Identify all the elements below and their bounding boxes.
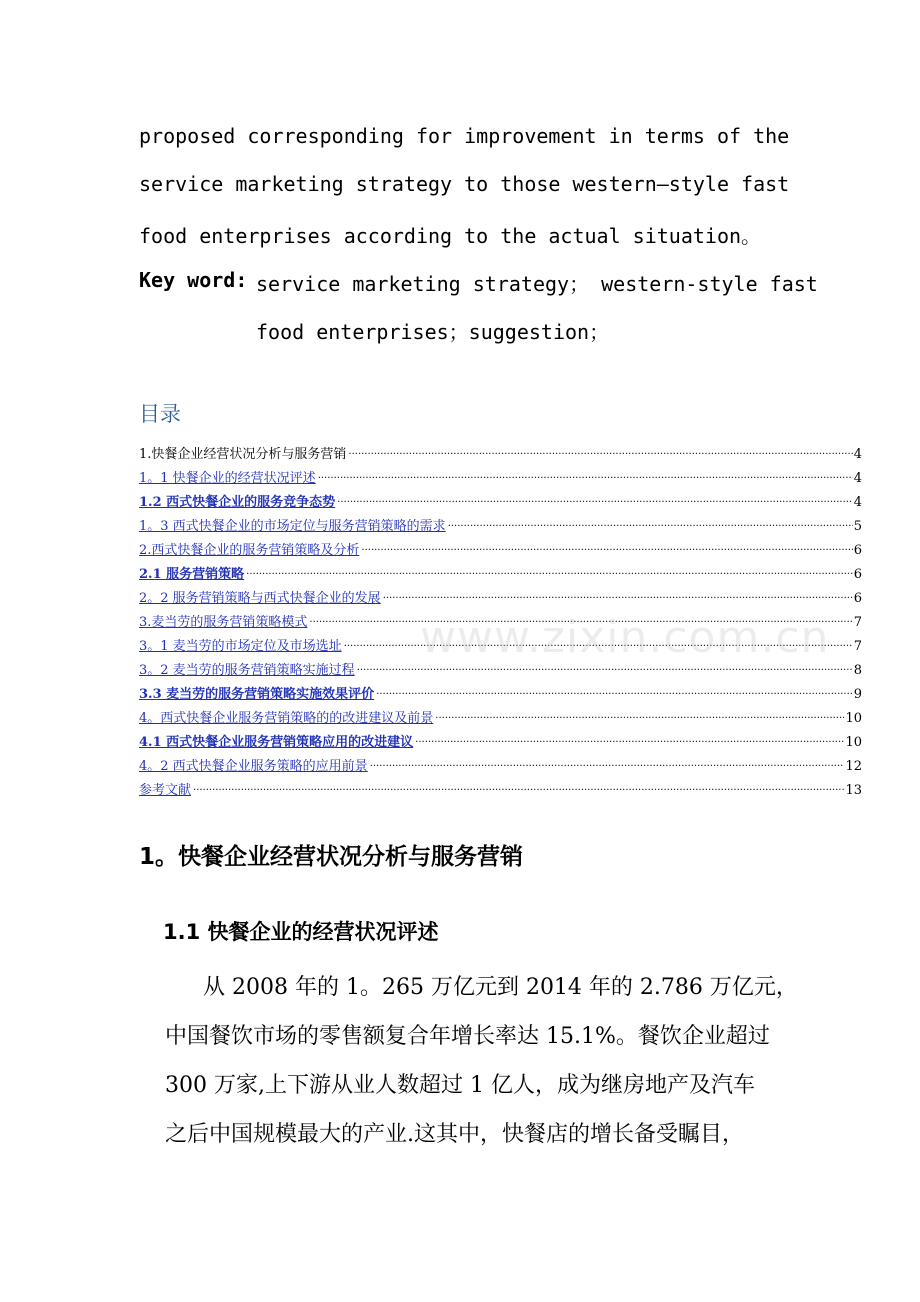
toc-item-link[interactable]: 1.2 西式快餐企业的服务竞争态势 <box>139 495 336 510</box>
toc-leader <box>193 784 844 796</box>
watermark: www.zixin.com.cn <box>420 612 830 663</box>
toc-leader <box>348 448 852 460</box>
toc-item[interactable] <box>139 775 862 799</box>
paragraph-line-1: 从 2008 年的 1。265 万亿元到 2014 年的 2.786 万亿元， <box>203 975 798 1000</box>
toc-item-link[interactable]: 3。2 麦当劳的服务营销策略实施过程 <box>139 663 355 678</box>
toc-title: 目录 <box>139 402 181 426</box>
toc-item-page: 7 <box>853 615 862 630</box>
toc-item-page: 10 <box>845 711 862 726</box>
toc-item-page: 4 <box>853 447 862 462</box>
abstract-line-3: food enterprises according to the actual situation。 <box>139 224 762 248</box>
toc-leader <box>435 712 844 724</box>
toc-item-link[interactable]: 3。1 麦当劳的市场定位及市场选址 <box>139 639 342 654</box>
toc-item-page: 6 <box>853 543 862 558</box>
section-heading: 1。快餐企业经营状况分析与服务营销 <box>139 844 524 870</box>
keyword-label: Key word: <box>139 268 248 292</box>
toc-leader <box>448 520 853 532</box>
toc-item-page: 5 <box>853 519 862 534</box>
toc-item-page: 10 <box>845 735 862 750</box>
toc-item[interactable] <box>139 439 862 463</box>
toc-item[interactable] <box>139 559 862 583</box>
paragraph-line-3: 300 万家,上下游从业人数超过 1 亿人，成为继房地产及汽车 <box>165 1073 755 1098</box>
keywords <box>139 268 247 292</box>
toc-leader <box>376 688 853 700</box>
abstract-line-1: proposed corresponding for improvement in terms of the <box>139 124 790 148</box>
toc-item[interactable] <box>139 703 862 727</box>
toc-item[interactable] <box>139 679 862 703</box>
keywords-line-2: food enterprises；suggestion； <box>256 320 610 344</box>
toc-item-page: 7 <box>853 639 862 654</box>
paragraph-line-2: 中国餐饮市场的零售额复合年增长率达 15.1%。餐饮企业超过 <box>165 1024 770 1049</box>
toc-item-page: 9 <box>853 687 862 702</box>
toc-item-page: 13 <box>845 783 862 798</box>
toc-item-link[interactable]: 1。1 快餐企业的经营状况评述 <box>139 471 316 486</box>
keywords-line-1: service marketing strategy； western-style fast <box>256 272 818 296</box>
paragraph-line-4: 之后中国规模最大的产业.这其中，快餐店的增长备受瞩目， <box>165 1122 744 1147</box>
toc-leader <box>337 496 853 508</box>
toc-item-page: 4 <box>853 495 862 510</box>
toc-item-link[interactable]: 2。2 服务营销策略与西式快餐企业的发展 <box>139 591 381 606</box>
toc-leader <box>246 568 853 580</box>
toc-item-link[interactable]: 3.麦当劳的服务营销策略模式 <box>139 615 308 630</box>
toc-item-page: 6 <box>853 567 862 582</box>
toc-leader <box>383 592 853 604</box>
toc-item[interactable] <box>139 511 862 535</box>
toc-item-page: 4 <box>853 471 862 486</box>
toc-leader <box>415 736 844 748</box>
subsection-heading: 1.1 快餐企业的经营状况评述 <box>163 920 439 944</box>
toc-item[interactable] <box>139 727 862 751</box>
toc-item-link[interactable]: 2.西式快餐企业的服务营销策略及分析 <box>139 543 360 558</box>
toc-item-link[interactable]: 3.3 麦当劳的服务营销策略实施效果评价 <box>139 687 375 702</box>
toc-item[interactable] <box>139 583 862 607</box>
abstract-line-2: service marketing strategy to those western—style fast <box>139 172 790 196</box>
toc-item[interactable] <box>139 487 862 511</box>
toc-item[interactable] <box>139 535 862 559</box>
toc-item-link[interactable]: 4.1 西式快餐企业服务营销策略应用的改进建议 <box>139 735 414 750</box>
toc-item-link[interactable]: 1。3 西式快餐企业的市场定位与服务营销策略的需求 <box>139 519 446 534</box>
toc-item-link[interactable]: 4。2 西式快餐企业服务策略的应用前景 <box>139 759 368 774</box>
toc-leader <box>370 760 845 772</box>
toc-item-page: 6 <box>853 591 862 606</box>
toc-item-label: 1.快餐企业经营状况分析与服务营销 <box>139 447 347 462</box>
toc-leader <box>318 472 853 484</box>
toc-item-page: 8 <box>853 663 862 678</box>
toc-item-page: 12 <box>845 759 862 774</box>
toc-item-link[interactable]: 2.1 服务营销策略 <box>139 567 245 582</box>
toc-item[interactable] <box>139 463 862 487</box>
toc-item-link[interactable]: 参考文献 <box>139 783 192 798</box>
toc-leader <box>357 664 853 676</box>
toc-item-link[interactable]: 4。西式快餐企业服务营销策略的的改进建议及前景 <box>139 711 434 726</box>
toc-leader <box>361 544 852 556</box>
toc-item[interactable] <box>139 751 862 775</box>
